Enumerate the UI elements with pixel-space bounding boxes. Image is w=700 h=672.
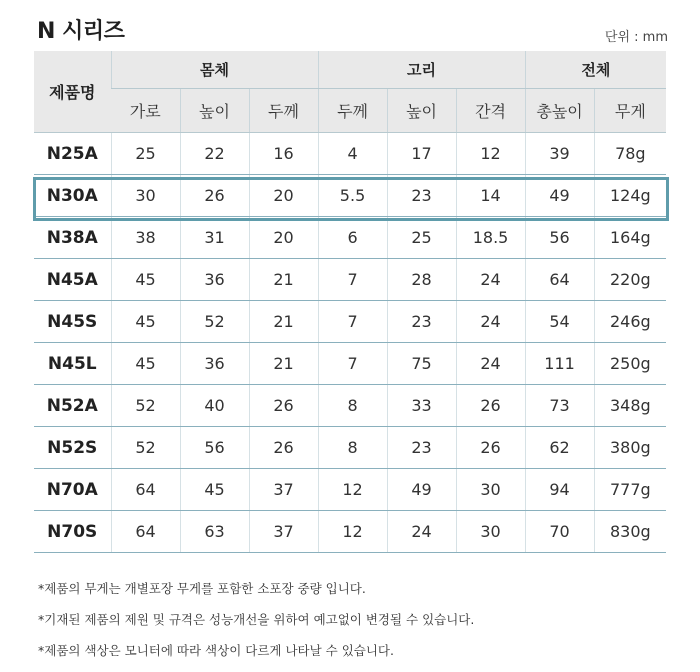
table-cell: 21 <box>249 301 318 343</box>
note-item: *기재된 제품의 제원 및 규격은 성능개선을 위하여 예고없이 변경될 수 있습니다. <box>38 612 475 627</box>
table-cell: 22 <box>180 133 249 175</box>
column-header: 두께 <box>249 89 318 133</box>
table-cell: 23 <box>387 301 456 343</box>
product-name-cell: N70A <box>34 469 111 511</box>
table-cell: 5.5 <box>318 175 387 217</box>
table-cell: 348g <box>594 385 666 427</box>
table-cell: 7 <box>318 301 387 343</box>
table-cell: 8 <box>318 385 387 427</box>
table-cell: 63 <box>180 511 249 553</box>
table-row <box>34 427 666 469</box>
table-cell: 31 <box>180 217 249 259</box>
table-cell: 24 <box>456 301 525 343</box>
table-row <box>34 133 666 175</box>
table-cell: 64 <box>111 469 180 511</box>
table-cell: 37 <box>249 469 318 511</box>
table-cell: 64 <box>525 259 594 301</box>
table-cell: 28 <box>387 259 456 301</box>
table-header <box>34 51 666 133</box>
column-header: 두께 <box>318 89 387 133</box>
table-cell: 830g <box>594 511 666 553</box>
table-cell: 250g <box>594 343 666 385</box>
table-cell: 25 <box>111 133 180 175</box>
table-row <box>34 343 666 385</box>
table-cell: 777g <box>594 469 666 511</box>
table-cell: 7 <box>318 259 387 301</box>
table-cell: 73 <box>525 385 594 427</box>
table-cell: 16 <box>249 133 318 175</box>
product-name-cell: N30A <box>34 175 111 217</box>
column-header: 가로 <box>111 89 180 133</box>
page-title: N 시리즈 <box>37 19 125 44</box>
table-cell: 33 <box>387 385 456 427</box>
table-cell: 78g <box>594 133 666 175</box>
table-cell: 12 <box>318 469 387 511</box>
table-cell: 26 <box>249 385 318 427</box>
product-name-header: 제품명 <box>34 51 111 133</box>
table-cell: 20 <box>249 175 318 217</box>
table-cell: 380g <box>594 427 666 469</box>
table-cell: 7 <box>318 343 387 385</box>
table-cell: 36 <box>180 259 249 301</box>
table-cell: 37 <box>249 511 318 553</box>
table-cell: 39 <box>525 133 594 175</box>
table-cell: 56 <box>180 427 249 469</box>
unit-label: 단위 : mm <box>604 30 668 45</box>
group-header-total: 전체 <box>525 51 666 89</box>
table-cell: 45 <box>111 343 180 385</box>
spec-table <box>34 51 666 553</box>
column-header: 높이 <box>387 89 456 133</box>
table-cell: 20 <box>249 217 318 259</box>
table-cell: 12 <box>318 511 387 553</box>
table-cell: 30 <box>456 511 525 553</box>
table-cell: 23 <box>387 175 456 217</box>
table-cell: 56 <box>525 217 594 259</box>
column-header: 무게 <box>594 89 666 133</box>
table-cell: 23 <box>387 427 456 469</box>
table-cell: 54 <box>525 301 594 343</box>
table-cell: 62 <box>525 427 594 469</box>
product-name-cell: N45L <box>34 343 111 385</box>
table-cell: 24 <box>456 343 525 385</box>
table-cell: 26 <box>180 175 249 217</box>
table-cell: 26 <box>249 427 318 469</box>
table-cell: 124g <box>594 175 666 217</box>
table-cell: 26 <box>456 385 525 427</box>
table-cell: 4 <box>318 133 387 175</box>
table-cell: 45 <box>111 301 180 343</box>
table-row <box>34 469 666 511</box>
table-row <box>34 217 666 259</box>
table-cell: 38 <box>111 217 180 259</box>
table-cell: 12 <box>456 133 525 175</box>
table-cell: 220g <box>594 259 666 301</box>
table-cell: 52 <box>111 427 180 469</box>
table-cell: 14 <box>456 175 525 217</box>
column-header: 총높이 <box>525 89 594 133</box>
table-cell: 24 <box>387 511 456 553</box>
group-header-body: 몸체 <box>111 51 318 89</box>
table-cell: 164g <box>594 217 666 259</box>
table-body <box>34 133 666 553</box>
table-cell: 25 <box>387 217 456 259</box>
product-name-cell: N52A <box>34 385 111 427</box>
table-row <box>34 301 666 343</box>
table-cell: 94 <box>525 469 594 511</box>
table-cell: 8 <box>318 427 387 469</box>
table-cell: 30 <box>111 175 180 217</box>
table-cell: 52 <box>111 385 180 427</box>
group-header-ring: 고리 <box>318 51 525 89</box>
table-cell: 45 <box>111 259 180 301</box>
column-header: 높이 <box>180 89 249 133</box>
product-name-cell: N70S <box>34 511 111 553</box>
table-cell: 40 <box>180 385 249 427</box>
table-row <box>34 385 666 427</box>
product-name-cell: N25A <box>34 133 111 175</box>
table-cell: 24 <box>456 259 525 301</box>
table-cell: 70 <box>525 511 594 553</box>
note-item: *제품의 무게는 개별포장 무게를 포함한 소포장 중량 입니다. <box>38 581 366 596</box>
table-cell: 75 <box>387 343 456 385</box>
product-name-cell: N45S <box>34 301 111 343</box>
table-row <box>34 175 666 217</box>
table-cell: 17 <box>387 133 456 175</box>
table-cell: 30 <box>456 469 525 511</box>
table-cell: 21 <box>249 259 318 301</box>
table-cell: 6 <box>318 217 387 259</box>
table-row <box>34 259 666 301</box>
table-cell: 52 <box>180 301 249 343</box>
table-cell: 26 <box>456 427 525 469</box>
table-cell: 246g <box>594 301 666 343</box>
table-cell: 49 <box>525 175 594 217</box>
table-cell: 36 <box>180 343 249 385</box>
table-cell: 18.5 <box>456 217 525 259</box>
note-item: *제품의 색상은 모니터에 따라 색상이 다르게 나타날 수 있습니다. <box>38 643 394 658</box>
table-cell: 111 <box>525 343 594 385</box>
column-header: 간격 <box>456 89 525 133</box>
product-name-cell: N45A <box>34 259 111 301</box>
product-name-cell: N38A <box>34 217 111 259</box>
table-cell: 21 <box>249 343 318 385</box>
product-name-cell: N52S <box>34 427 111 469</box>
notes-list <box>38 579 474 672</box>
table-cell: 49 <box>387 469 456 511</box>
table-row <box>34 511 666 553</box>
table-cell: 45 <box>180 469 249 511</box>
table-cell: 64 <box>111 511 180 553</box>
